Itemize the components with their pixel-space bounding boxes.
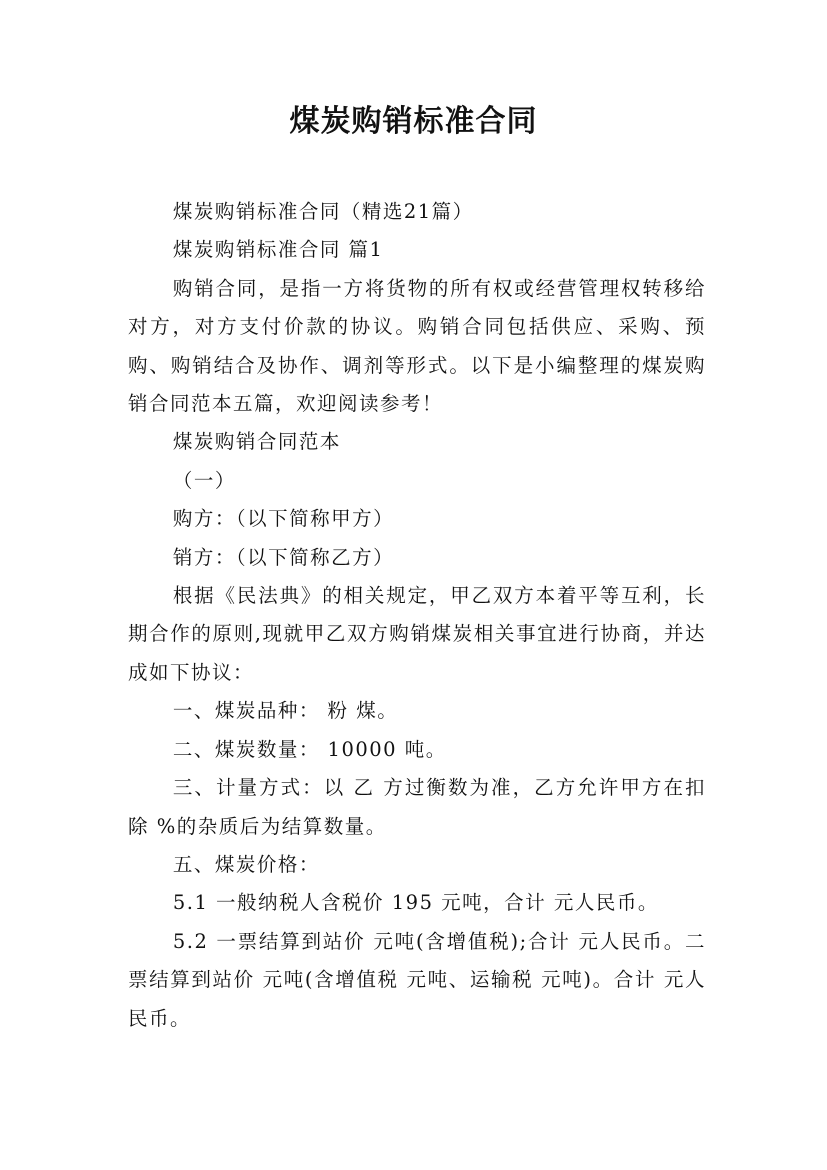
paragraph-price-5-2: 5.2 一票结算到站价 元吨(含增值税);合计 元人民币。二票结算到站价 元吨(含增值税 元吨、运输税 元吨)。合计 元人民币。 <box>128 929 706 1030</box>
document-body <box>128 193 706 1038</box>
paragraph-template-heading: 煤炭购销合同范本 <box>172 430 341 454</box>
paragraph-coal-quantity: 二、煤炭数量： 10000 吨。 <box>172 737 447 761</box>
paragraph-price-heading: 五、煤炭价格： <box>172 852 320 876</box>
paragraph-section-heading: 煤炭购销标准合同 篇1 <box>172 238 384 262</box>
paragraph-intro: 购销合同，是指一方将货物的所有权或经营管理权转移给对方，对方支付价款的协议。购销合同包括供应、采购、预购、购销结合及协作、调剂等形式。以下是小编整理的煤炭购销合同范本五篇，欢迎阅读参考！ <box>128 276 706 416</box>
paragraph-coal-type: 一、煤炭品种： 粉 煤。 <box>172 699 399 723</box>
paragraph-price-5-1: 5.1 一般纳税人含税价 195 元吨，合计 元人民币。 <box>172 891 659 915</box>
paragraph-part-number: （一） <box>172 468 236 492</box>
paragraph-measurement: 三、计量方式：以 乙 方过衡数为准，乙方允许甲方在扣除 %的杂质后为结算数量。 <box>128 776 706 838</box>
paragraph-buyer: 购方：（以下简称甲方） <box>172 507 395 531</box>
paragraph-subtitle: 煤炭购销标准合同（精选21篇） <box>172 200 474 223</box>
paragraph-seller: 销方：（以下简称乙方） <box>172 545 395 569</box>
document-title: 煤炭购销标准合同 <box>289 104 538 139</box>
paragraph-preamble: 根据《民法典》的相关规定，甲乙双方本着平等互利，长期合作的原则,现就甲乙双方购销煤炭相关事宜进行协商，并达成如下协议： <box>128 584 706 684</box>
